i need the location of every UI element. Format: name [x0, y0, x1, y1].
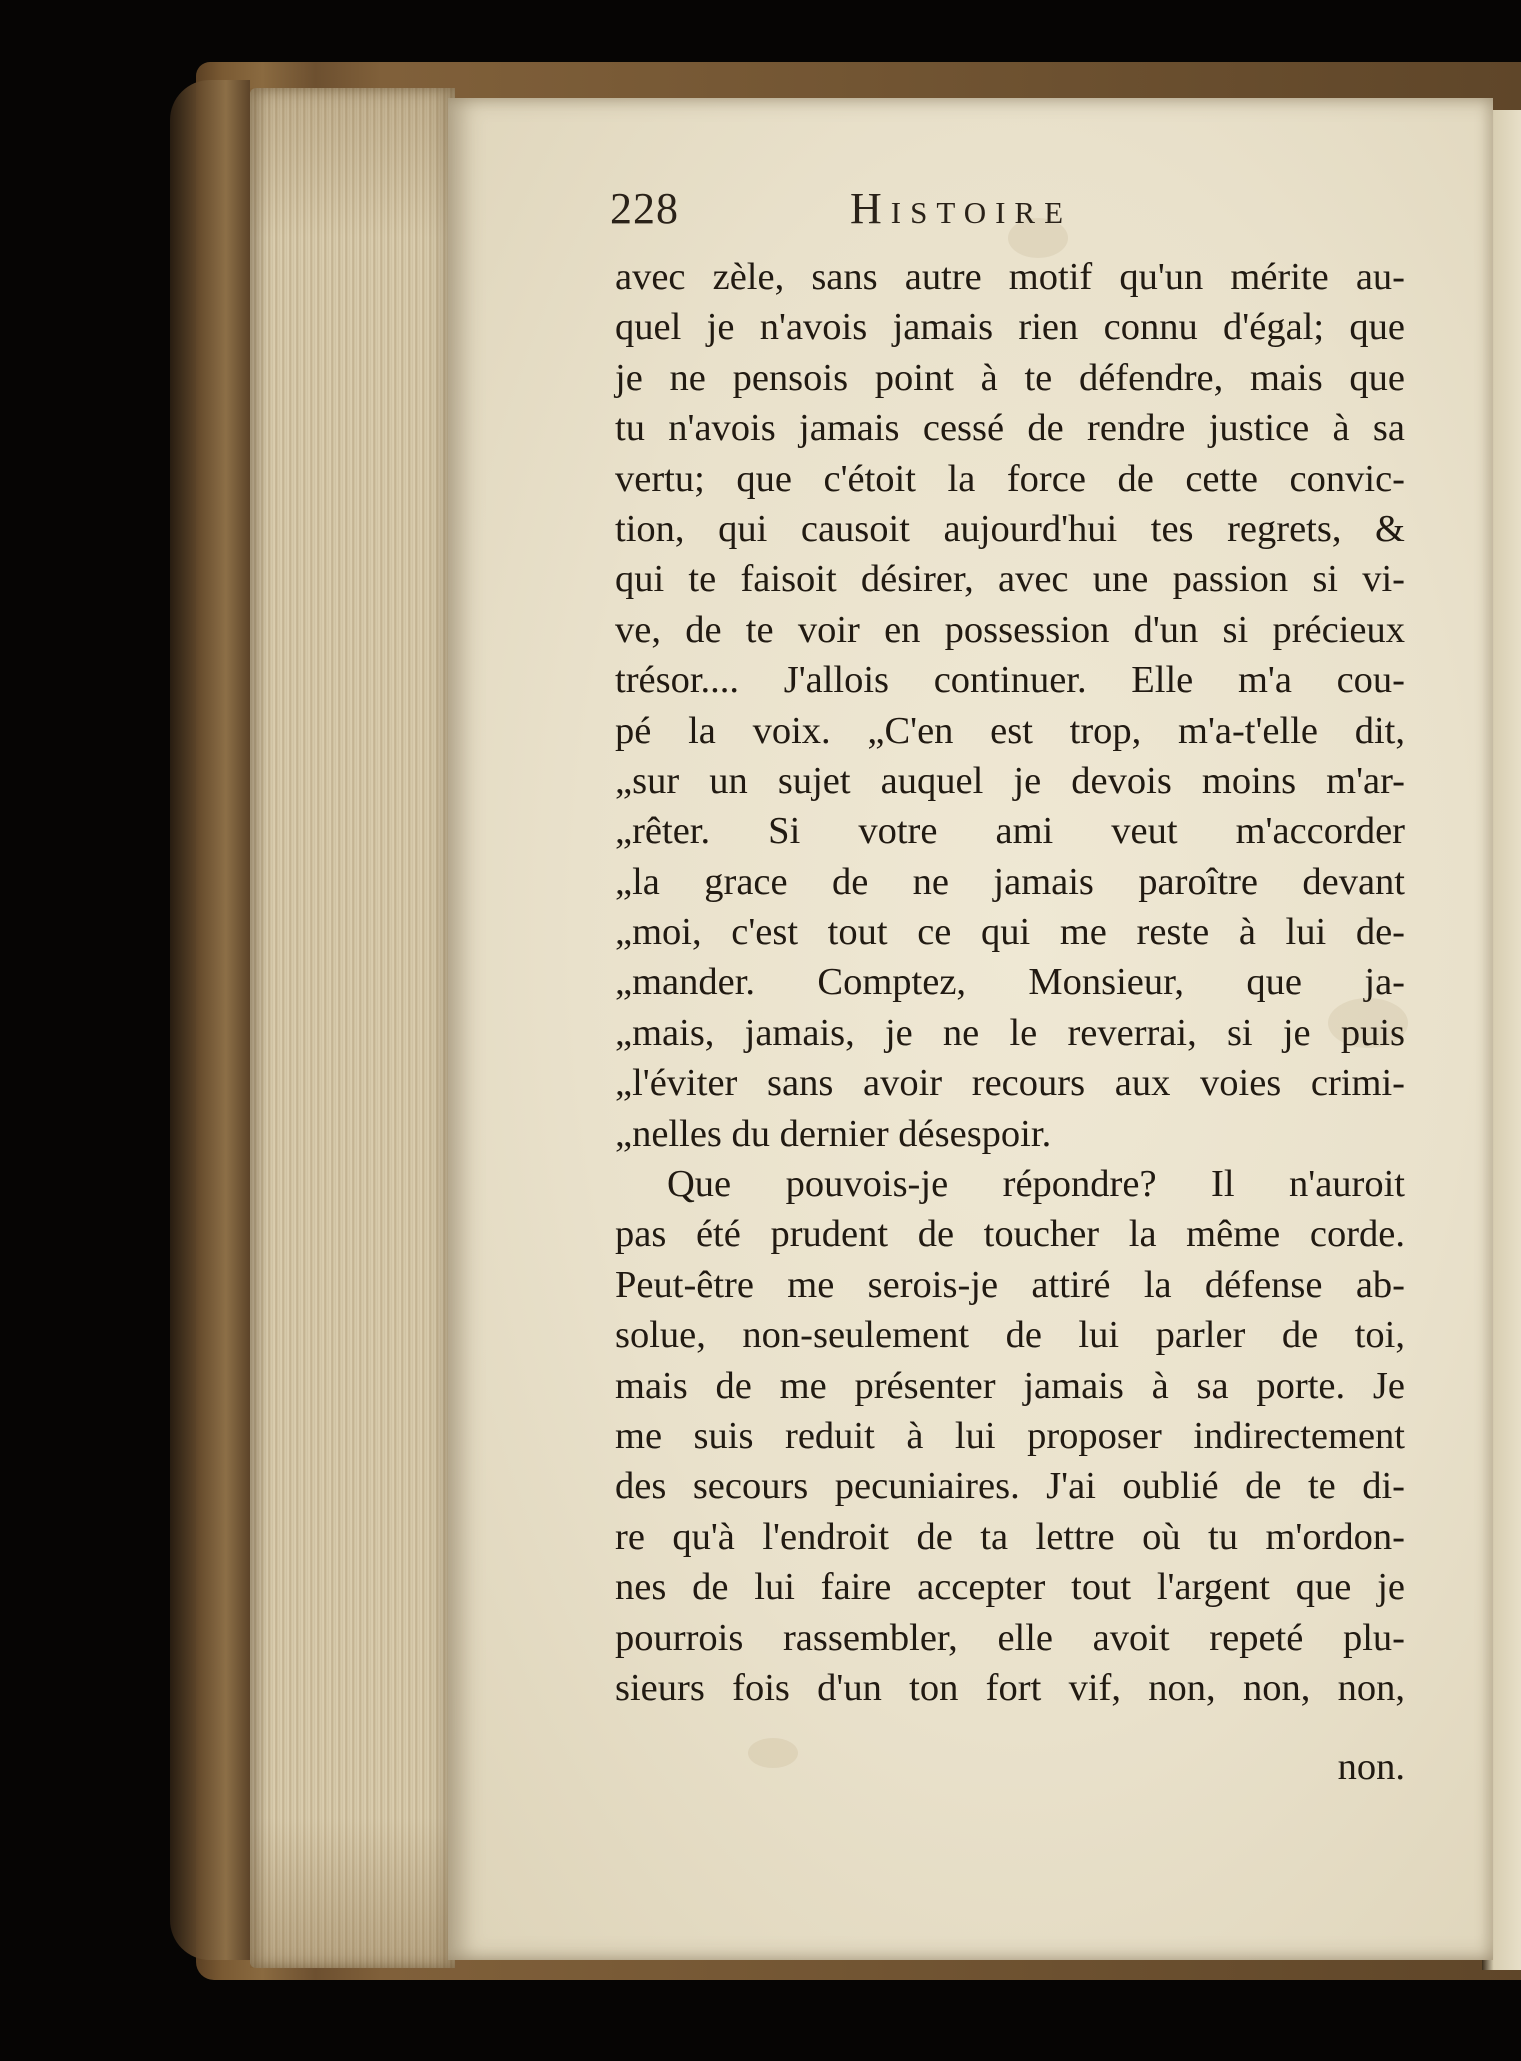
page-header — [610, 183, 1310, 243]
text-line: mais de me présenter jamais à sa porte. Je — [615, 1364, 1405, 1407]
text-line: tion, qui causoit aujourd'hui tes regrets, & — [615, 507, 1405, 550]
text-line: je ne pensois point à te défendre, mais que — [615, 356, 1405, 399]
text-line: „rêter. Si votre ami veut m'accorder — [615, 810, 1405, 853]
text-line: „l'éviter sans avoir recours aux voies crimi- — [615, 1062, 1405, 1105]
page-fore-edge — [250, 88, 455, 1968]
text-line: quel je n'avois jamais rien connu d'égal; que — [615, 306, 1405, 349]
text-line: „nelles du dernier désespoir. — [615, 1112, 1052, 1155]
catchword-container — [615, 1745, 1405, 1789]
text-line: qui te faisoit désirer, avec une passion si vi- — [615, 558, 1405, 601]
text-line: pourrois rassembler, elle avoit repeté plu- — [615, 1616, 1405, 1659]
text-line: „sur un sujet auquel je devois moins m'ar- — [615, 759, 1405, 802]
text-line: pas été prudent de toucher la même corde. — [615, 1213, 1405, 1256]
text-line: tu n'avois jamais cessé de rendre justice à sa — [615, 407, 1405, 450]
text-line: re qu'à l'endroit de ta lettre où tu m'ordon- — [615, 1515, 1405, 1558]
text-line: vertu; que c'étoit la force de cette convic- — [615, 457, 1405, 500]
body-text — [615, 252, 1405, 1713]
page-number: 228 — [610, 184, 679, 233]
text-line: „mander. Comptez, Monsieur, que ja- — [615, 961, 1405, 1004]
text-line: „la grace de ne jamais paroître devant — [615, 860, 1405, 903]
text-line: me suis reduit à lui proposer indirectement — [615, 1414, 1405, 1457]
text-line: sieurs fois d'un ton fort vif, non, non, non, — [615, 1666, 1405, 1709]
running-head: Histoire — [850, 184, 1073, 233]
text-line: Que pouvois-je répondre? Il n'auroit — [667, 1163, 1405, 1206]
text-line: trésor.... J'allois continuer. Elle m'a cou- — [615, 659, 1405, 702]
worn-cover-edge — [170, 80, 250, 1960]
text-line: nes de lui faire accepter tout l'argent que je — [615, 1566, 1405, 1609]
text-line: Peut-être me serois-je attiré la défense ab- — [615, 1263, 1405, 1306]
text-line: solue, non-seulement de lui parler de toi, — [615, 1314, 1405, 1357]
text-line: des secours pecuniaires. J'ai oublié de te di- — [615, 1465, 1405, 1508]
text-line: pé la voix. „C'en est trop, m'a-t'elle dit, — [615, 709, 1405, 752]
text-line: avec zèle, sans autre motif qu'un mérite au- — [615, 256, 1405, 298]
text-line: ve, de te voir en possession d'un si précieux — [615, 608, 1405, 651]
catchword: non. — [1337, 1746, 1405, 1788]
text-line: „moi, c'est tout ce qui me reste à lui de- — [615, 911, 1405, 954]
text-line: „mais, jamais, je ne le reverrai, si je puis — [615, 1011, 1405, 1054]
